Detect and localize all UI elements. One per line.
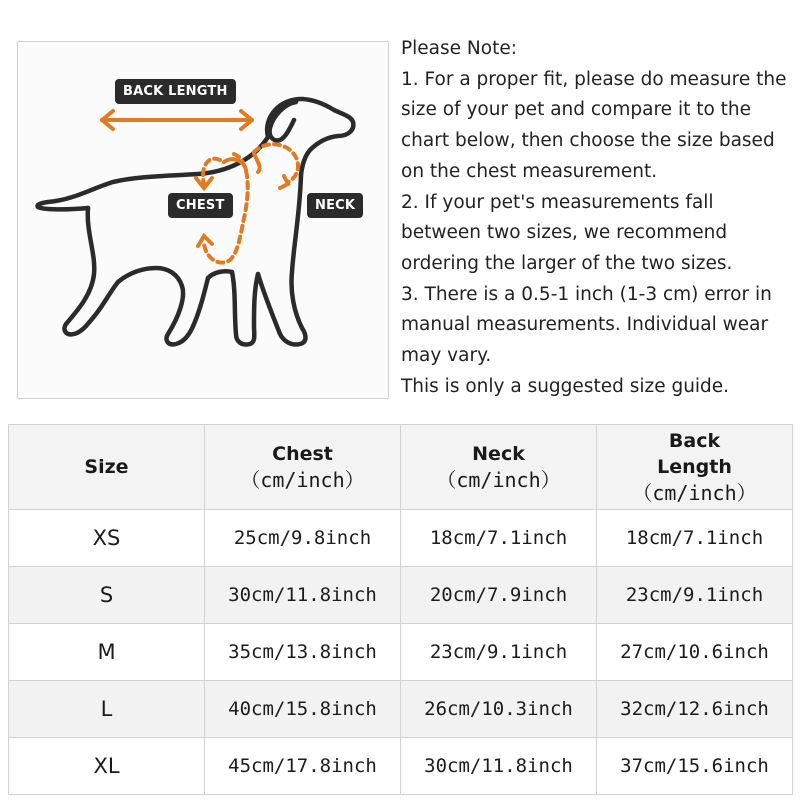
header-neck-unit: （cm/inch） [436, 468, 561, 492]
size-chart-table [8, 424, 793, 795]
back-length-cell: 23cm/9.1inch [597, 567, 793, 624]
table-row [9, 681, 793, 738]
note-item-1: 1. For a proper fit, please do measure the size of your pet and compare it to the chart below, then choose the size based on the chest measurement. [401, 68, 787, 182]
table-row [9, 738, 793, 795]
chest-label: CHEST [168, 193, 233, 218]
header-back-length-unit: （cm/inch） [632, 481, 757, 505]
size-cell: S [9, 567, 205, 624]
dog-silhouette [37, 99, 353, 345]
back-length-cell: 32cm/12.6inch [597, 681, 793, 738]
size-cell: M [9, 624, 205, 681]
size-cell: L [9, 681, 205, 738]
chest-cell: 25cm/9.8inch [205, 510, 401, 567]
back-length-cell: 18cm/7.1inch [597, 510, 793, 567]
table-row [9, 624, 793, 681]
header-chest: Chest （cm/inch） [205, 425, 401, 510]
size-notes [401, 34, 796, 402]
neck-cell: 30cm/11.8inch [401, 738, 597, 795]
neck-cell: 26cm/10.3inch [401, 681, 597, 738]
chest-cell: 30cm/11.8inch [205, 567, 401, 624]
back-length-cell: 27cm/10.6inch [597, 624, 793, 681]
notes-footer: This is only a suggested size guide. [401, 375, 730, 397]
neck-cell: 23cm/9.1inch [401, 624, 597, 681]
table-row [9, 567, 793, 624]
chest-cell: 35cm/13.8inch [205, 624, 401, 681]
chest-cell: 40cm/15.8inch [205, 681, 401, 738]
size-cell: XS [9, 510, 205, 567]
back-length-cell: 37cm/15.6inch [597, 738, 793, 795]
header-neck: Neck （cm/inch） [401, 425, 597, 510]
neck-cell: 20cm/7.9inch [401, 567, 597, 624]
neck-cell: 18cm/7.1inch [401, 510, 597, 567]
measurement-diagram [17, 41, 389, 399]
back-length-label: BACK LENGTH [115, 79, 236, 104]
note-item-2: 2. If your pet's measurements fall between two sizes, we recommend ordering the larger of the two sizes. [401, 191, 733, 274]
table-row [9, 510, 793, 567]
header-chest-unit: （cm/inch） [240, 468, 365, 492]
header-size: Size [9, 425, 205, 510]
size-cell: XL [9, 738, 205, 795]
neck-label: NECK [307, 193, 363, 218]
neck-arrow [254, 144, 298, 188]
chest-cell: 45cm/17.8inch [205, 738, 401, 795]
header-back-length: Back Length （cm/inch） [597, 425, 793, 510]
notes-heading: Please Note: [401, 38, 517, 59]
back-length-arrow [102, 111, 252, 129]
table-header-row [9, 425, 793, 510]
note-item-3: 3. There is a 0.5-1 inch (1-3 cm) error in manual measurements. Individual wear may vary. [401, 283, 772, 367]
